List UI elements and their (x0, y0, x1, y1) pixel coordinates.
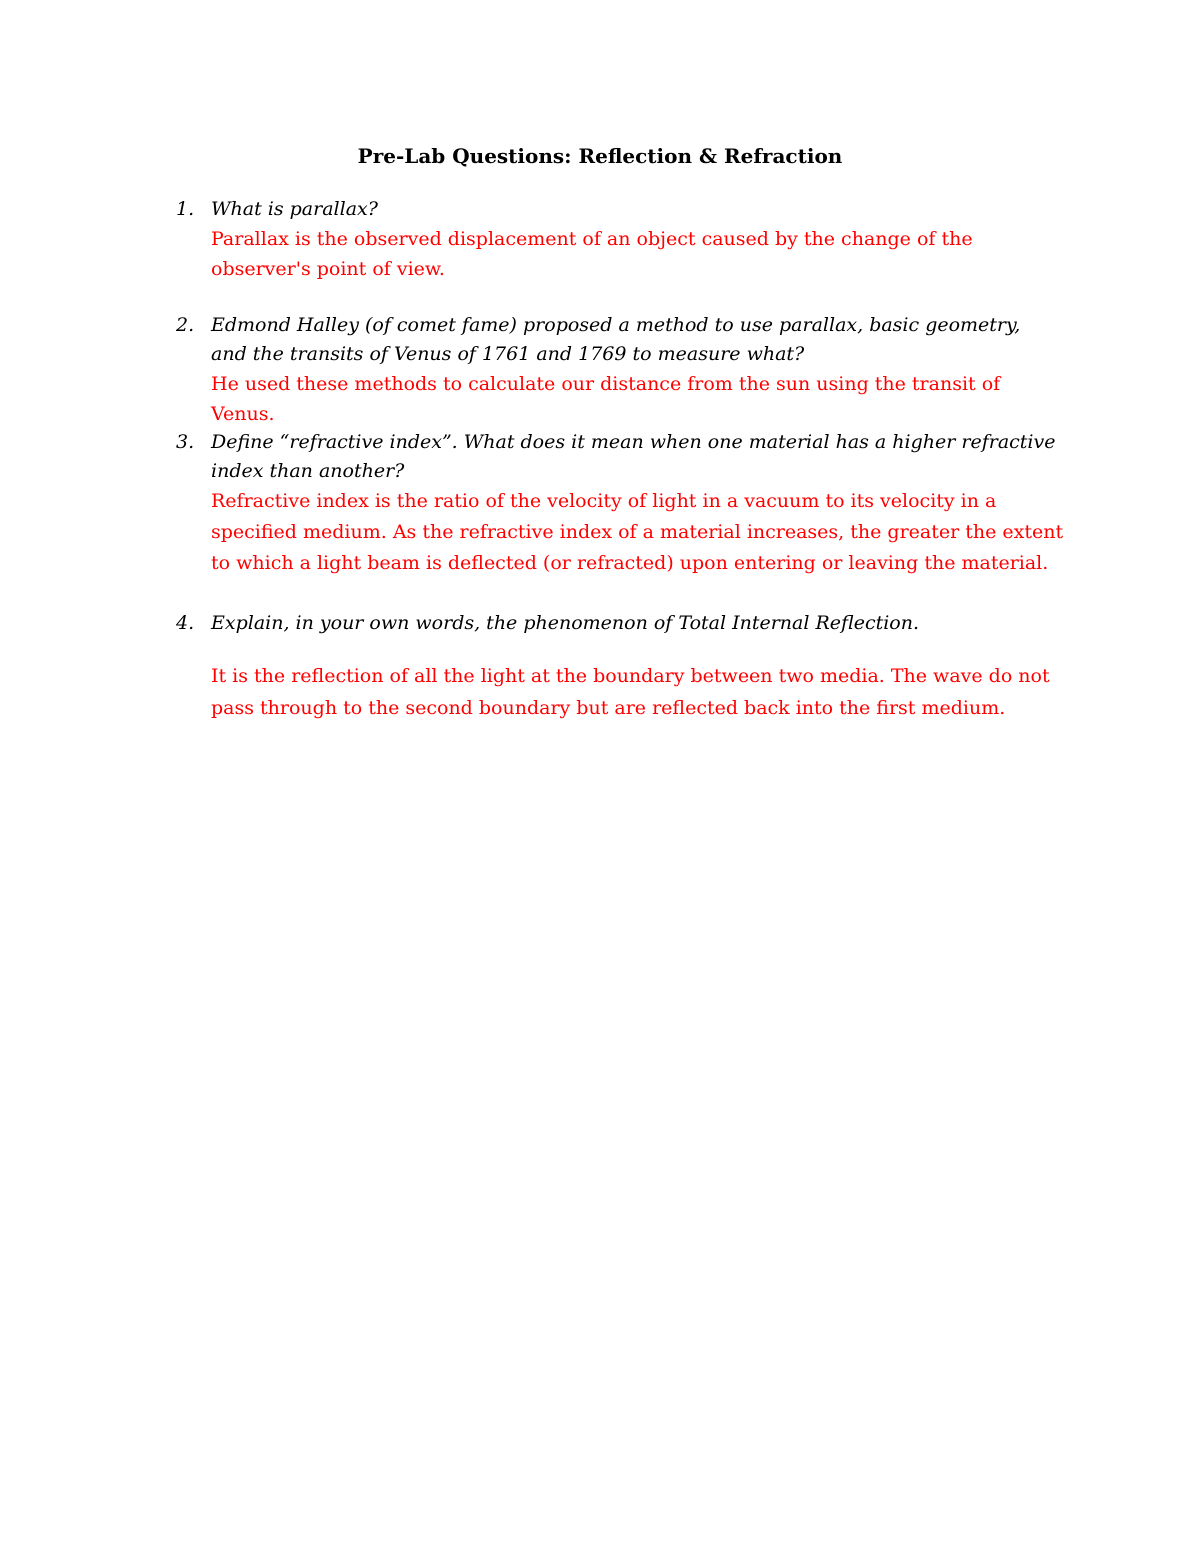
question-text: Edmond Halley (of comet fame) proposed a method to use parallax, basic geometry, and the transits of Venus of 1761 and 1769 to measure what? (211, 314, 1021, 365)
answer-text: Parallax is the observed displacement of an object caused by the change of the observer's point of view. (211, 228, 973, 280)
question-number: 3. (176, 431, 195, 453)
answer-text: It is the reflection of all the light at the boundary between two media. The wave do not pass through to the second boundary but are reflected back into the first medium. (211, 665, 1050, 719)
question-number: 4. (176, 612, 195, 634)
answer-text: He used these methods to calculate our distance from the sun using the transit of Venus. (211, 373, 1001, 425)
question-text: What is parallax? (211, 198, 378, 220)
question-number: 2. (176, 314, 195, 336)
document-title: Pre-Lab Questions: Reflection & Refraction (357, 144, 843, 168)
question-text: Define “refractive index”. What does it mean when one material has a higher refractive index than another? (211, 431, 1056, 482)
question-text: Explain, in your own words, the phenomenon of Total Internal Reflection. (211, 612, 920, 634)
question-number: 1. (176, 198, 195, 220)
answer-text: Refractive index is the ratio of the velocity of light in a vacuum to its velocity in a specified medium. As the refractive index of a material increases, the greater the extent to which a light beam is deflected (or refracted) upon entering or leaving the material. (211, 490, 1064, 574)
